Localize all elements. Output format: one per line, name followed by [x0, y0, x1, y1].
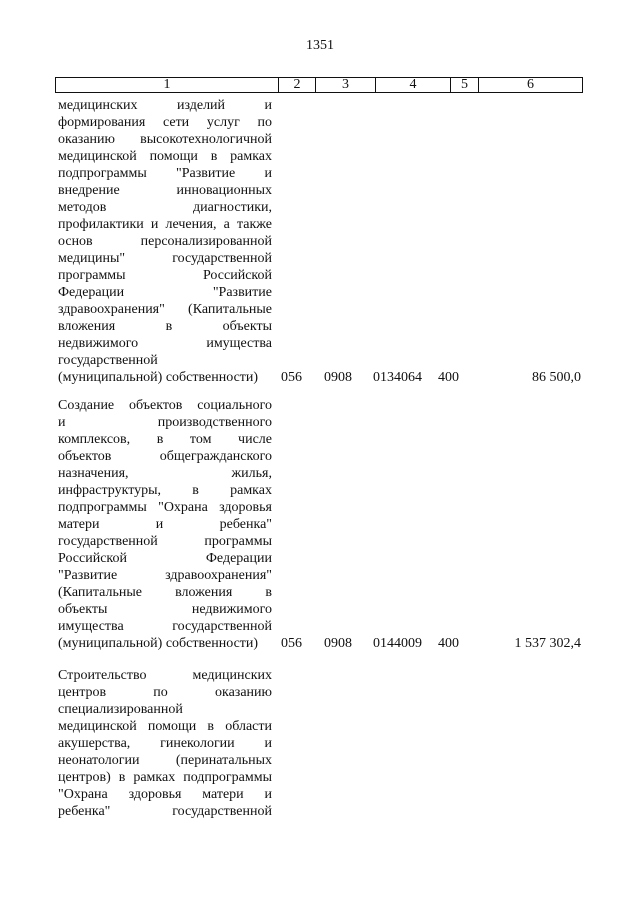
description-line: Федерации "Развитие: [58, 285, 272, 300]
description-line: подпрограммы "Охрана здоровья: [58, 500, 272, 515]
description-line: объектов общегражданского: [58, 449, 272, 464]
table-row: [58, 397, 583, 652]
row-description: [58, 97, 272, 386]
description-line: центров по оказанию: [58, 685, 272, 700]
description-line: подпрограммы "Развитие и: [58, 166, 272, 181]
row-codes: [58, 369, 583, 386]
target-article-code: 0144009: [373, 636, 422, 651]
section-code: 0908: [324, 636, 352, 651]
description-line: государственной программы: [58, 534, 272, 549]
description-line: (Капитальные вложения в: [58, 585, 272, 600]
description-line: матери и ребенка": [58, 517, 272, 532]
description-line: недвижимого имущества: [58, 336, 272, 351]
description-line: медицинской помощи в области: [58, 719, 272, 734]
description-line: (муниципальной) собственности): [58, 370, 259, 385]
description-line: методов диагностики,: [58, 200, 272, 215]
description-line: государственной: [58, 353, 158, 368]
header-cell: 1: [56, 78, 279, 92]
description-line: неонатологии (перинатальных: [58, 753, 272, 768]
description-line: и производственного: [58, 415, 272, 430]
description-line: "Охрана здоровья матери и: [58, 787, 272, 802]
description-line: центров) в рамках подпрограммы: [58, 770, 272, 785]
description-line: Строительство медицинских: [58, 668, 272, 683]
section-code: 0908: [324, 370, 352, 385]
description-line: ребенка" государственной: [58, 804, 272, 819]
ministry-code: 056: [281, 370, 302, 385]
row-description: [58, 397, 272, 652]
header-cell: 4: [376, 78, 451, 92]
header-cell: 3: [316, 78, 376, 92]
description-line: Российской Федерации: [58, 551, 272, 566]
page-number: 1351: [306, 38, 334, 53]
header-cell: 6: [527, 77, 534, 92]
amount-value: 86 500,0: [532, 370, 581, 385]
description-line: вложения в объекты: [58, 319, 272, 334]
description-line: назначения, жилья,: [58, 466, 272, 481]
header-cell: 5: [451, 78, 479, 92]
table-row: [58, 667, 583, 820]
row-codes: [58, 635, 583, 652]
header-cell: 2: [279, 78, 316, 92]
description-line: инфраструктуры, в рамках: [58, 483, 272, 498]
expense-type-code: 400: [438, 370, 459, 385]
amount-value: 1 537 302,4: [514, 636, 581, 651]
description-line: оказанию высокотехнологичной: [58, 132, 272, 147]
description-line: медицинских изделий и: [58, 98, 272, 113]
description-line: специализированной: [58, 702, 183, 717]
target-article-code: 0134064: [373, 370, 422, 385]
description-line: медицины" государственной: [58, 251, 272, 266]
description-line: формирования сети услуг по: [58, 115, 272, 130]
table-header: [55, 77, 583, 93]
description-line: акушерства, гинекологии и: [58, 736, 272, 751]
description-line: объекты недвижимого: [58, 602, 272, 617]
description-line: профилактики и лечения, а также: [58, 217, 272, 232]
description-line: Создание объектов социального: [58, 398, 272, 413]
row-description: [58, 667, 272, 820]
description-line: внедрение инновационных: [58, 183, 272, 198]
description-line: медицинской помощи в рамках: [58, 149, 272, 164]
ministry-code: 056: [281, 636, 302, 651]
table-row: [58, 97, 583, 386]
expense-type-code: 400: [438, 636, 459, 651]
description-line: здравоохранения" (Капитальные: [58, 302, 272, 317]
description-line: (муниципальной) собственности): [58, 636, 259, 651]
description-line: основ персонализированной: [58, 234, 272, 249]
description-line: комплексов, в том числе: [58, 432, 272, 447]
description-line: имущества государственной: [58, 619, 272, 634]
description-line: "Развитие здравоохранения": [58, 568, 272, 583]
description-line: программы Российской: [58, 268, 272, 283]
